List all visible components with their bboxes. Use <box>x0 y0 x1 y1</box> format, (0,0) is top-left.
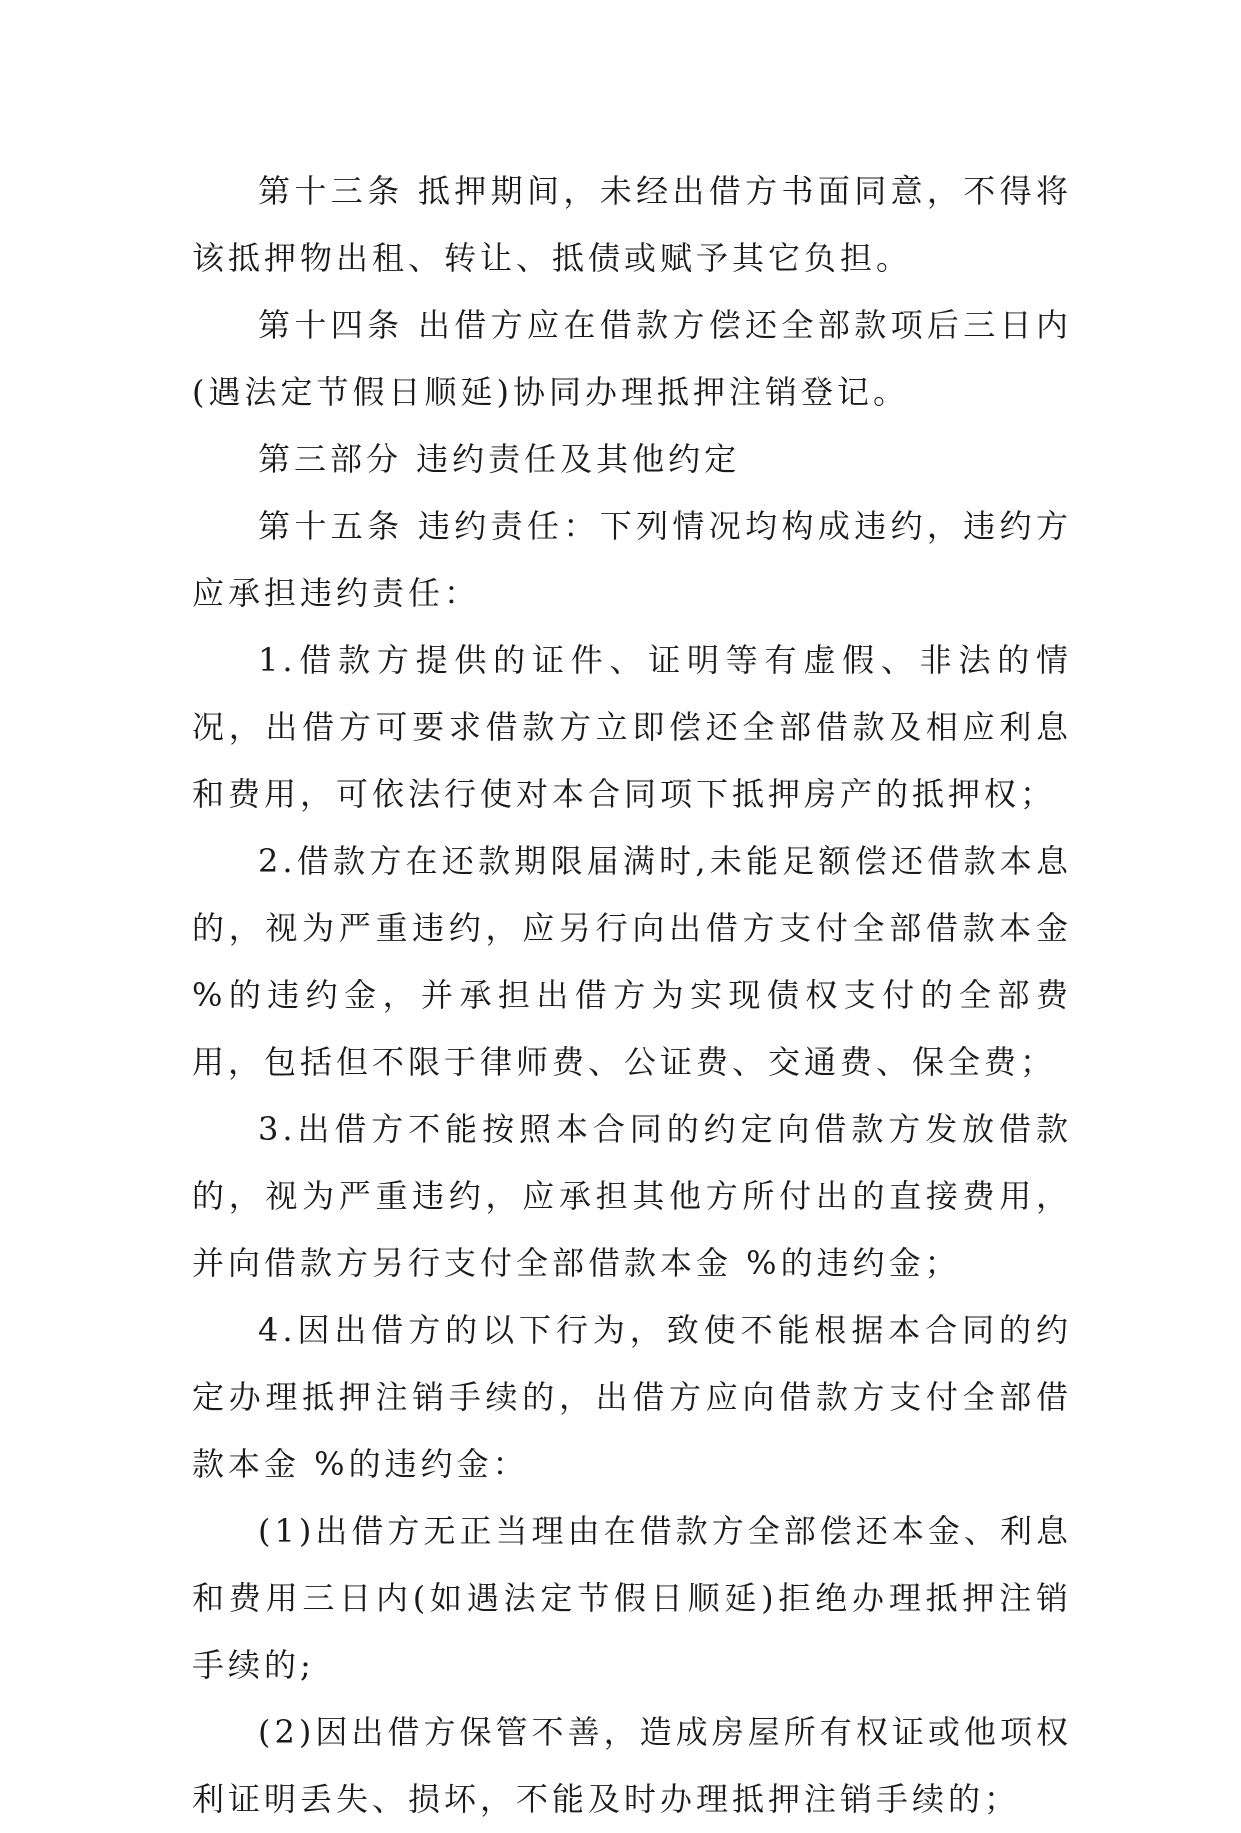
paragraph-article-15: 第十五条 违约责任：下列情况均构成违约，违约方应承担违约责任： <box>192 507 1072 612</box>
sub-item-1: (1)出借方无正当理由在借款方全部偿还本金、利息和费用三日内(如遇法定节假日顺延)拒绝办理抵押注销手续的; <box>192 1512 1072 1684</box>
paragraph-article-13: 第十三条 抵押期间，未经出借方书面同意，不得将该抵押物出租、转让、抵债或赋予其它负担。 <box>192 172 1072 277</box>
document-body <box>192 158 1072 1833</box>
section-heading-part-3: 第三部分 违约责任及其他约定 <box>258 440 741 478</box>
paragraph-article-14: 第十四条 出借方应在借款方偿还全部款项后三日内(遇法定节假日顺延)协同办理抵押注销登记。 <box>192 306 1072 411</box>
list-item-3: 3.出借方不能按照本合同的约定向借款方发放借款的，视为严重违约，应承担其他方所付出的直接费用，并向借款方另行支付全部借款本金 %的违约金； <box>192 1110 1072 1282</box>
list-item-4: 4.因出借方的以下行为，致使不能根据本合同的约定办理抵押注销手续的，出借方应向借款方支付全部借款本金 %的违约金： <box>192 1311 1072 1483</box>
list-item-1: 1.借款方提供的证件、证明等有虚假、非法的情况，出借方可要求借款方立即偿还全部借款及相应利息和费用，可依法行使对本合同项下抵押房产的抵押权； <box>192 641 1072 813</box>
sub-item-2: (2)因出借方保管不善，造成房屋所有权证或他项权利证明丢失、损坏，不能及时办理抵押注销手续的； <box>192 1713 1072 1818</box>
list-item-2: 2.借款方在还款期限届满时,未能足额偿还借款本息的，视为严重违约，应另行向出借方支付全部借款本金 %的违约金，并承担出借方为实现债权支付的全部费用，包括但不限于律师费、公证费、交通费、保全费； <box>192 842 1072 1081</box>
